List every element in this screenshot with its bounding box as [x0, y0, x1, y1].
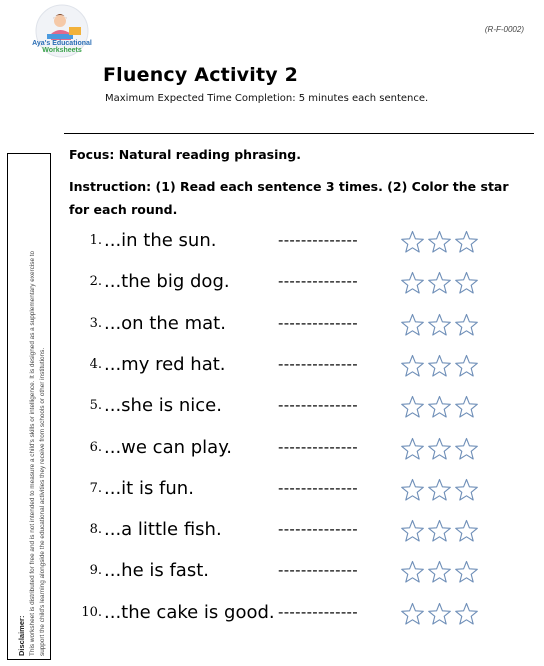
sentence-row: [0, 271, 544, 301]
star-outline-icon[interactable]: [400, 271, 425, 295]
sentence-phrase: ...it is fun.: [104, 477, 194, 499]
star-outline-icon[interactable]: [427, 519, 452, 543]
focus-text: Focus: Natural reading phrasing.: [69, 147, 302, 162]
star-outline-icon[interactable]: [427, 395, 452, 419]
star-outline-icon[interactable]: [454, 271, 479, 295]
star-outline-icon[interactable]: [400, 313, 425, 337]
star-outline-icon[interactable]: [427, 560, 452, 584]
star-outline-icon[interactable]: [454, 313, 479, 337]
divider: [64, 133, 534, 134]
sentence-number: 3.: [89, 315, 102, 331]
sentence-row: [0, 313, 544, 343]
dash-line: --------------: [278, 478, 358, 497]
star-outline-icon[interactable]: [454, 354, 479, 378]
sentence-row: [0, 230, 544, 260]
star-outline-icon[interactable]: [427, 230, 452, 254]
star-outline-icon[interactable]: [400, 395, 425, 419]
sentence-number: 4.: [89, 356, 102, 372]
star-outline-icon[interactable]: [454, 478, 479, 502]
sentence-row: [0, 560, 544, 590]
sentence-number: 2.: [89, 274, 102, 290]
sentence-phrase: ...in the sun.: [104, 230, 217, 251]
star-outline-icon[interactable]: [454, 437, 479, 461]
sentence-row: [0, 354, 544, 384]
logo-text: [27, 40, 97, 54]
star-group: [400, 437, 490, 461]
dash-line: --------------: [278, 396, 358, 415]
star-outline-icon[interactable]: [400, 602, 425, 626]
star-outline-icon[interactable]: [454, 560, 479, 584]
sentence-row: [0, 602, 544, 632]
star-group: [400, 354, 490, 378]
dash-line: --------------: [278, 437, 358, 456]
sentence-number: 10.: [81, 604, 102, 620]
page-subtitle: Maximum Expected Time Completion: 5 minutes each sentence.: [105, 93, 429, 104]
sentence-row: [0, 478, 544, 508]
dash-line: --------------: [278, 313, 358, 332]
sentence-phrase: ...we can play.: [104, 436, 233, 458]
dash-line: --------------: [278, 231, 358, 249]
star-group: [400, 560, 490, 584]
star-group: [400, 602, 490, 626]
disclaimer-line2: support the child's learning alongside the educational activities they receive from schools or other institutions.: [39, 347, 46, 656]
sentence-number: 9.: [89, 563, 102, 579]
sentence-row: [0, 519, 544, 549]
form-code: (R-F-0002): [484, 25, 524, 34]
dash-line: --------------: [278, 354, 358, 373]
sentence-phrase: ...he is fast.: [104, 560, 209, 582]
disclaimer-label: Disclaimer:: [17, 615, 26, 656]
sentence-number: 5.: [89, 398, 102, 414]
sentence-number: 1.: [89, 233, 102, 248]
logo-text-line1: Aya's Educational: [32, 40, 92, 47]
star-outline-icon[interactable]: [427, 271, 452, 295]
star-outline-icon[interactable]: [400, 478, 425, 502]
star-group: [400, 271, 490, 295]
star-outline-icon[interactable]: [454, 230, 479, 254]
page-title: Fluency Activity 2: [103, 64, 299, 86]
sentence-phrase: ...on the mat.: [104, 312, 226, 334]
dash-line: --------------: [278, 561, 358, 580]
star-outline-icon[interactable]: [427, 478, 452, 502]
star-group: [400, 395, 490, 419]
sentence-phrase: ...the cake is good.: [104, 601, 275, 623]
star-outline-icon[interactable]: [400, 354, 425, 378]
star-outline-icon[interactable]: [400, 437, 425, 461]
star-group: [400, 313, 490, 337]
instruction-text: Instruction: (1) Read each sentence 3 times. (2) Color the star for each round.: [69, 179, 509, 217]
sentence-number: 7.: [89, 480, 102, 496]
sentence-row: [0, 437, 544, 467]
dash-line: --------------: [278, 272, 358, 291]
star-outline-icon[interactable]: [427, 354, 452, 378]
sentence-number: 8.: [89, 522, 102, 538]
logo-text-line2: Worksheets: [42, 47, 82, 54]
star-outline-icon[interactable]: [454, 395, 479, 419]
star-outline-icon[interactable]: [400, 519, 425, 543]
disclaimer-line1: This worksheet is distributed for free and is not intended to measure a child's skills or intelligence. It is designed as a supplementary exercise to: [29, 250, 36, 656]
sentence-phrase: ...the big dog.: [104, 271, 230, 293]
sentence-phrase: ...a little fish.: [104, 519, 222, 541]
star-group: [400, 478, 490, 502]
star-outline-icon[interactable]: [454, 602, 479, 626]
star-outline-icon[interactable]: [400, 560, 425, 584]
sentence-number: 6.: [89, 439, 102, 455]
star-outline-icon[interactable]: [427, 602, 452, 626]
dash-line: --------------: [278, 520, 358, 539]
star-outline-icon[interactable]: [427, 437, 452, 461]
star-outline-icon[interactable]: [427, 313, 452, 337]
star-outline-icon[interactable]: [454, 519, 479, 543]
star-group: [400, 519, 490, 543]
sentence-phrase: ...she is nice.: [104, 395, 222, 417]
sentence-phrase: ...my red hat.: [104, 353, 226, 375]
dash-line: --------------: [278, 602, 358, 621]
star-outline-icon[interactable]: [400, 230, 425, 254]
sentence-row: [0, 395, 544, 425]
star-group: [400, 230, 490, 254]
